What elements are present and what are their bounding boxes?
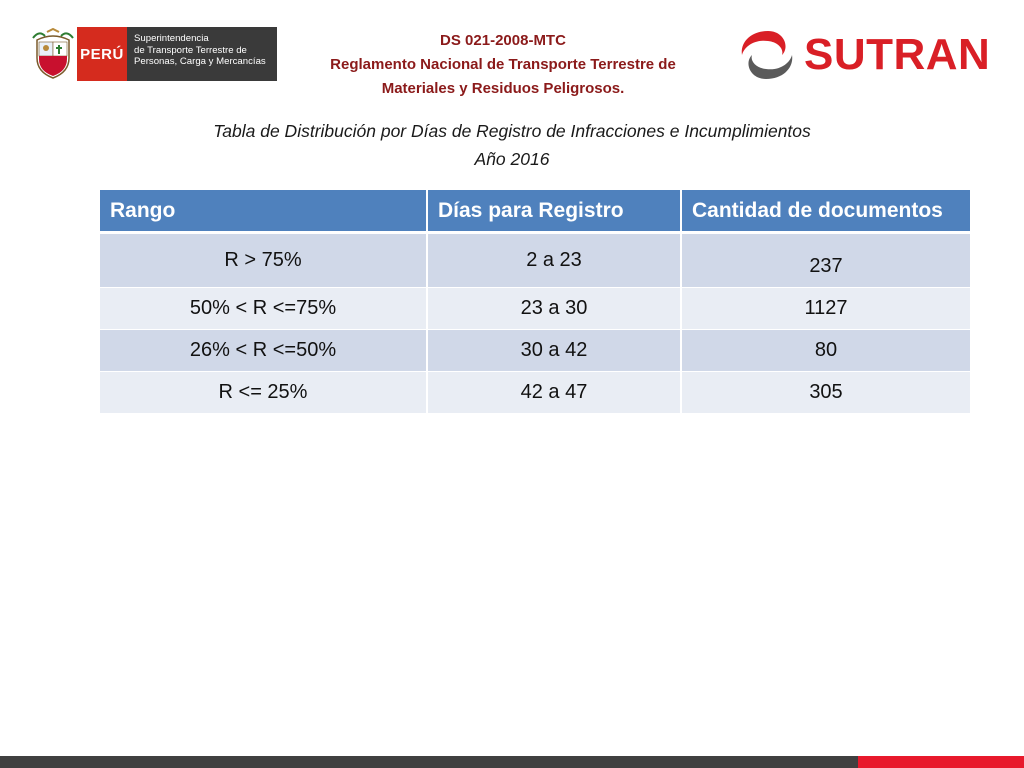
header-line-1: DS 021-2008-MTC xyxy=(440,32,566,49)
cell-dias: 30 a 42 xyxy=(427,330,681,372)
cell-cantidad: 237 xyxy=(681,233,970,288)
cell-dias: 2 a 23 xyxy=(427,233,681,288)
title-line-2: Año 2016 xyxy=(474,149,550,169)
cell-dias: 42 a 47 xyxy=(427,372,681,414)
cell-rango: 50% < R <=75% xyxy=(100,288,427,330)
table-title xyxy=(140,117,884,173)
entity-line-3: Personas, Carga y Mercancías xyxy=(134,56,266,67)
regulation-header xyxy=(290,29,716,101)
sutran-wordmark: SUTRAN xyxy=(804,30,991,79)
cell-cantidad: 305 xyxy=(681,372,970,414)
title-line-1: Tabla de Distribución por Días de Registro de Infracciones e Incumplimientos xyxy=(213,121,811,141)
footer-bar-dark xyxy=(0,756,858,768)
peru-label: PERÚ xyxy=(77,27,127,81)
table-row xyxy=(100,233,970,288)
entity-name xyxy=(127,27,277,81)
cell-cantidad: 80 xyxy=(681,330,970,372)
header-dias: Días para Registro xyxy=(427,190,681,233)
table-row xyxy=(100,288,970,330)
distribution-table xyxy=(100,190,970,414)
table-row xyxy=(100,372,970,414)
sutran-logo xyxy=(738,27,994,83)
cell-dias: 23 a 30 xyxy=(427,288,681,330)
government-logo xyxy=(29,27,277,81)
coat-of-arms-icon xyxy=(29,27,77,81)
entity-line-1: Superintendencia xyxy=(134,33,209,44)
sutran-swirl-icon xyxy=(738,27,796,83)
footer-bar-red xyxy=(858,756,1024,768)
header-cantidad: Cantidad de documentos xyxy=(681,190,970,233)
cell-cantidad: 1127 xyxy=(681,288,970,330)
table-header-row xyxy=(100,190,970,233)
table-row xyxy=(100,330,970,372)
cell-rango: R > 75% xyxy=(100,233,427,288)
cell-rango: 26% < R <=50% xyxy=(100,330,427,372)
cell-rango: R <= 25% xyxy=(100,372,427,414)
header-rango: Rango xyxy=(100,190,427,233)
header-line-3: Materiales y Residuos Peligrosos. xyxy=(381,80,625,97)
header-line-2: Reglamento Nacional de Transporte Terrestre de xyxy=(330,56,676,73)
entity-line-2: de Transporte Terrestre de xyxy=(134,44,247,56)
